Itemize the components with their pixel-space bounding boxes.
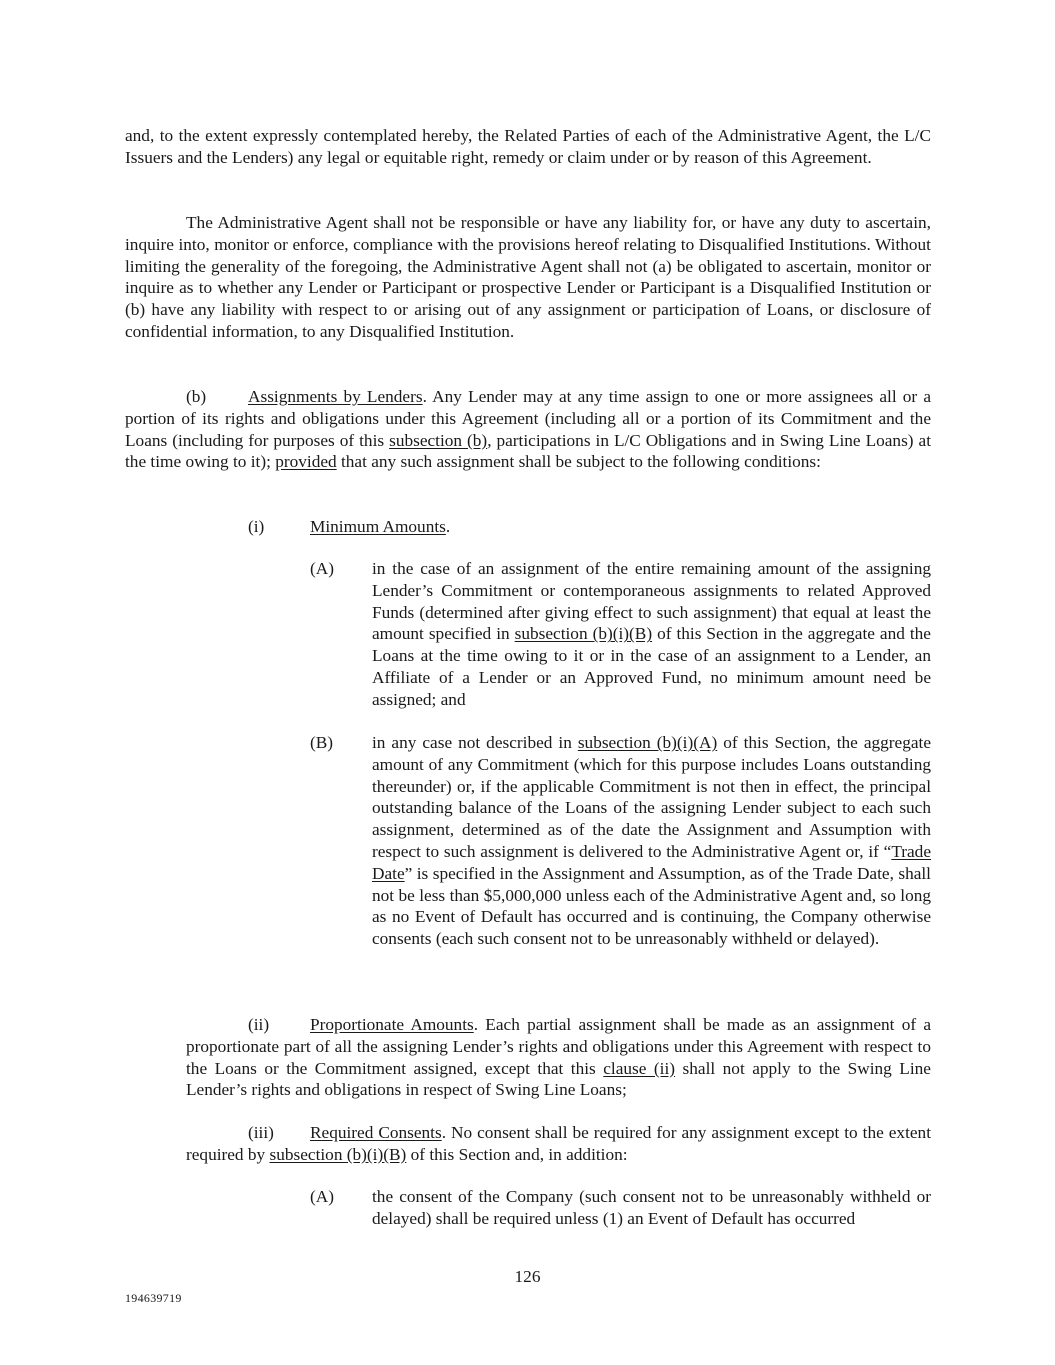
clause-i-b-text-3: ” is specified in the Assignment and Assumption, as of the Trade Date, shall not be less than $5,000,000 unless each of the Administrative Agent and, so long as no Event of Default has occurred and is continuing, the Company otherwise consents (each such consent not to be unreasonably withheld or delayed). [372,863,931,949]
clause-iii-heading: Required Consents [310,1123,442,1142]
clause-i-b-text-2: of this Section, the aggregate amount of any Commitment (which for this purpose includes Loans outstanding thereunder) or, if the applicable Commitment is not then in effect, the principal outstanding balance of the Loans of the assigning Lender subject to each such assignment, determined as of the date the Assignment and Assumption with respect to such assignment is delivered to the Administrative Agent or, if “ [372,733,931,861]
clause-i-b-text-1: in any case not described in [372,733,578,752]
paragraph-continuation: and, to the extent expressly contemplated hereby, the Related Parties of each of the Administrative Agent, the L/C Issuers and the Lenders) any legal or equitable right, remedy or claim under or by reason of this Agreement. [125,126,931,167]
clause-i-heading: Minimum Amounts [310,517,446,536]
clause-ii-marker: (ii) [248,1015,270,1034]
clause-i-heading-row [248,516,450,538]
page-number: 126 [514,1267,541,1286]
clause-iii-a-text: the consent of the Company (such consent not to be unreasonably withheld or delayed) shall be required unless (1) an Event of Default has occurred [372,1187,931,1228]
clause-ii-proportionate [186,1014,931,1101]
clause-iii-required-consents [186,1122,931,1166]
section-b-heading: Assignments by Lenders [248,387,423,406]
section-b-text-1: . Any Lender may at any time assign to one or more assignees all or a portion of its rights and obligations under this Agreement (including all or a portion of its Commitment and the Loans (including for purposes of this [125,387,931,450]
section-b-text-3: that any such assignment shall be subject to the following conditions: [336,452,821,472]
clause-iii-ref: subsection (b)(i)(B) [269,1144,407,1164]
document-id: 194639719 [125,1291,182,1305]
clause-i-a-text [372,558,931,711]
clause-iii-marker: (iii) [248,1123,274,1142]
section-b-marker: (b) [186,387,207,406]
clause-i-a-marker: (A) [310,559,334,578]
clause-i-a-text-1: in the case of an assignment of the entire remaining amount of the assigning Lender’s Commitment or contemporaneous assignments to related Approved Funds (determined after giving effect to such assignment) that equal at least the amount specified in [372,559,931,644]
section-b-provided: provided [275,452,337,472]
clause-i-b-ref: subsection (b)(i)(A) [577,733,718,752]
section-b-ref: subsection (b) [389,430,488,450]
paragraph-disqualified-institutions: The Administrative Agent shall not be responsible or have any liability for, or have any duty to ascertain, inquire into, monitor or enforce, compliance with the provisions hereof relating to Disqualified Institutions. Without limiting the generality of the foregoing, the Administrative Agent shall not (a) be obligated to ascertain, monitor or inquire as to whether any Lender or Participant or prospective Lender or Participant is a Disqualified Institution or (b) have any liability with respect to or arising out of any assignment or participation of Loans, or disclosure of confidential information, to any Disqualified Institution. [125,213,931,341]
clause-i-b-term: Trade Date [372,841,931,883]
clause-i-a-ref: subsection (b)(i)(B) [514,624,653,644]
clause-ii-text-2: shall not apply to the Swing Line Lender’s rights and obligations in respect of Swing Line Loans; [186,1058,931,1100]
clause-i-a-text-2: of this Section in the aggregate and the Loans at the time owing to it or in the case of an assignment to a Lender, an Affiliate of a Lender or an Approved Fund, no minimum amount need be assigned; and [372,624,931,709]
clause-iii-a-marker: (A) [310,1187,334,1206]
clause-i-period: . [445,517,451,536]
clause-i-b-marker: (B) [310,733,334,752]
section-b-assignments [125,386,931,473]
clause-ii-heading: Proportionate Amounts [310,1015,474,1034]
clause-iii-text-2: of this Section and, in addition: [406,1144,628,1164]
clause-iii-text-1: . No consent shall be required for any assignment except to the extent required by [186,1123,931,1164]
clause-ii-ref: clause (ii) [603,1058,676,1078]
clause-ii-text-1: . Each partial assignment shall be made as an assignment of a proportionate part of all the assigning Lender’s rights and obligations under this Agreement with respect to the Loans or the Commitment assigned, except that this [186,1015,931,1078]
clause-i-marker: (i) [248,517,265,536]
clause-i-b-text [372,732,931,950]
section-b-text-2: , participations in L/C Obligations and in Swing Line Loans) at the time owing to it); [125,430,932,472]
